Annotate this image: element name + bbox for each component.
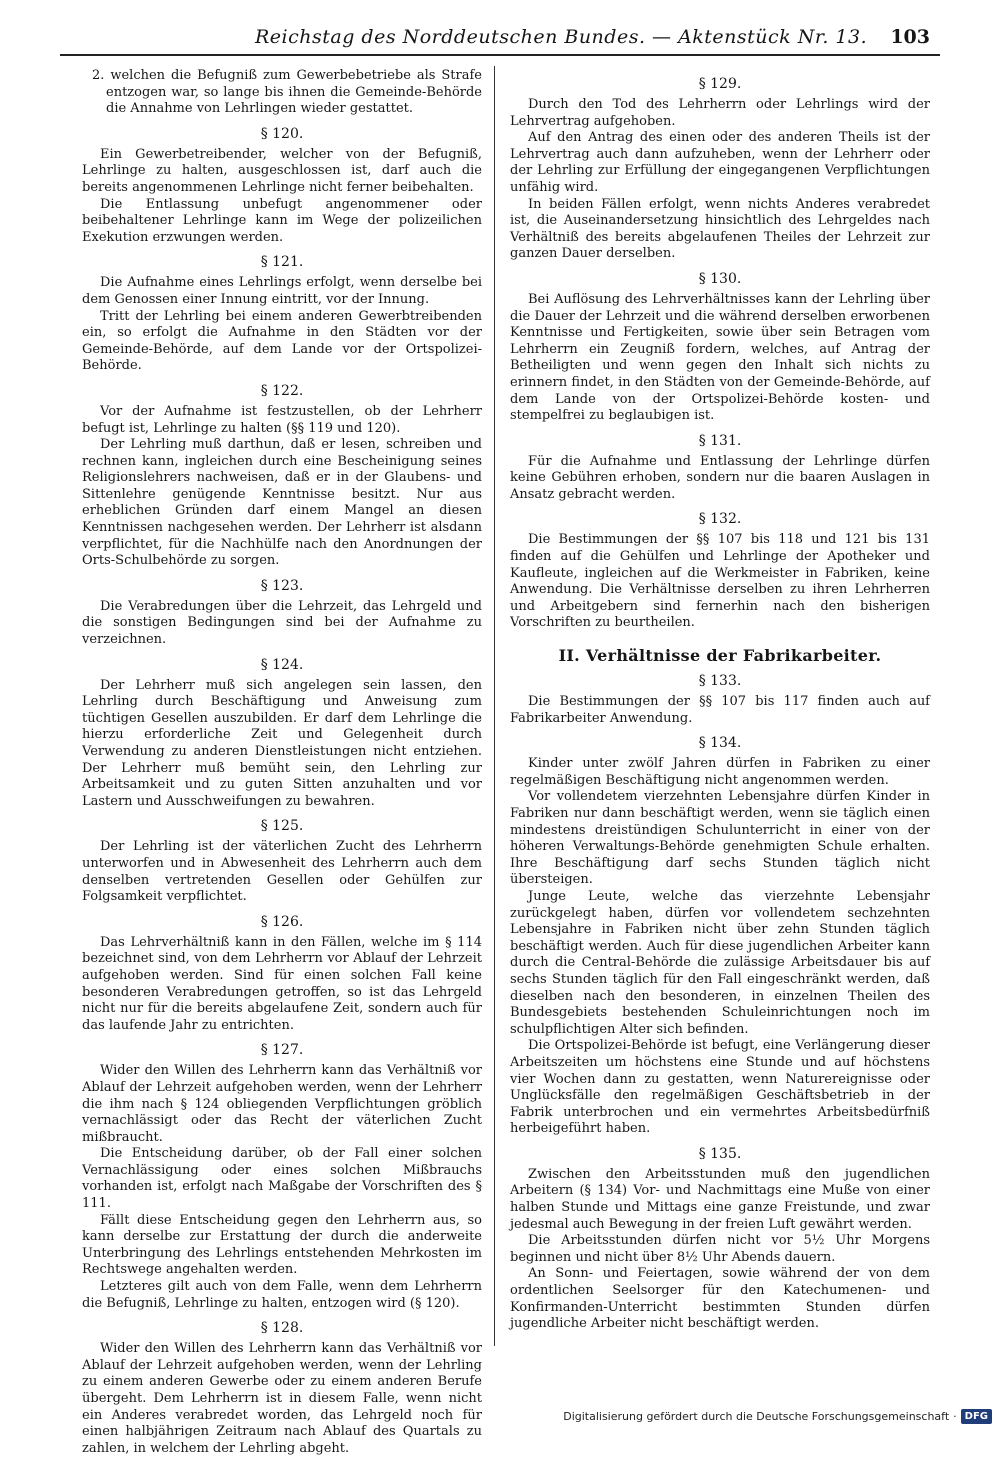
- paragraph: Die Bestimmungen der §§ 107 bis 118 und 121 bis 131 finden auf die Gehülfen und Lehrlinge der Apotheker und Kaufleute, ingleichen auf die Werkmeister in Fabriken, keine Anwendung. Die Verhältnisse derselben zu ihren Lehrherren und Arbeitgebern sind fernerhin nach den bisherigen Vorschriften zu beurtheilen.: [510, 532, 930, 631]
- section-heading: § 130.: [698, 270, 742, 287]
- paragraph: Vor der Aufnahme ist festzustellen, ob der Lehrherr befugt ist, Lehrlinge zu halten (§§ 119 und 120).: [82, 403, 482, 436]
- paragraph: Zwischen den Arbeitsstunden muß den jugendlichen Arbeitern (§ 134) Vor- und Nachmittags eine Muße von einer halben Stunde und Mittags eine ganze Freistunde, und zwar jedesmal auch Bewegung in der freien Luft gewährt werden.: [510, 1166, 930, 1232]
- left-column: [82, 68, 482, 1457]
- section-heading: § 132.: [698, 511, 742, 528]
- paragraph: Die Ortspolizei-Behörde ist befugt, eine Verlängerung dieser Arbeitszeiten um höchstens eine Stunde und auf höchstens vier Wochen dann zu gestatten, wenn Naturereignisse oder Unglücksfälle den regelmäßigen Geschäftsbetrieb in der Fabrik unterbrochen und ein vermehrtes Arbeitsbedürfniß herbeigeführt haben.: [510, 1038, 930, 1137]
- column-divider: [494, 66, 495, 1346]
- section-heading: § 134.: [698, 735, 742, 752]
- section-heading: § 135.: [698, 1145, 742, 1162]
- paragraph: In beiden Fällen erfolgt, wenn nichts Anderes verabredet ist, die Auseinandersetzung hinsichtlich des Lehrgeldes nach Verhältniß des bereits abgelaufenen Theiles der Lehrzeit zur ganzen Dauer derselben.: [510, 196, 930, 262]
- section-heading: § 120.: [260, 125, 304, 142]
- paragraph: Tritt der Lehrling bei einem anderen Gewerbtreibenden ein, so erfolgt die Aufnahme in den Städten vor der Gemeinde-Behörde, auf dem Lande vor der Ortspolizei-Behörde.: [82, 308, 482, 374]
- paragraph: Kinder unter zwölf Jahren dürfen in Fabriken zu einer regelmäßigen Beschäftigung nicht angenommen werden.: [510, 756, 930, 788]
- section-heading: § 133.: [698, 673, 742, 690]
- paragraph: Die Entscheidung darüber, ob der Fall einer solchen Vernachlässigung oder eines solchen Mißbrauchs vorhanden ist, erfolgt nach Maßgabe der Vorschriften des § 111.: [82, 1146, 482, 1212]
- enumerated-paragraph: 2. welchen die Befugniß zum Gewerbebetriebe als Strafe entzogen war, so lange bis ihnen die Gemeinde-Behörde die Annahme von Lehrlingen wieder gestattet.: [92, 68, 482, 117]
- footer: Digitalisierung gefördert durch die Deutsche Forschungsgemeinschaft · DFG: [563, 1409, 992, 1424]
- dfg-logo: DFG: [961, 1409, 992, 1424]
- paragraph: Fällt diese Entscheidung gegen den Lehrherrn aus, so kann derselbe zur Erstattung der durch die anderweite Unterbringung des Lehrlings entstehenden Mehrkosten im Rechtswege angehalten werden.: [82, 1212, 482, 1278]
- section-heading: § 128.: [260, 1320, 304, 1337]
- right-column: [510, 68, 930, 1333]
- section-heading: § 126.: [260, 913, 304, 930]
- paragraph: Der Lehrherr muß sich angelegen sein lassen, den Lehrling durch Beschäftigung und Anweisung zum tüchtigen Gesellen auszubilden. Er darf dem Lehrlinge die hierzu erforderliche Zeit und Gelegenheit durch Verwendung zu anderen Dienstleistungen nicht entziehen. Der Lehrherr muß bemüht sein, den Lehrling zur Arbeitsamkeit und zu guten Sitten anzuhalten und vor Lastern und Ausschweifungen zu bewahren.: [82, 677, 482, 809]
- paragraph: Die Verabredungen über die Lehrzeit, das Lehrgeld und die sonstigen Bedingungen sind bei der Aufnahme zu verzeichnen.: [82, 598, 482, 648]
- part-heading: II. Verhältnisse der Fabrikarbeiter.: [558, 646, 882, 666]
- running-title: Reichstag des Norddeutschen Bundes. — Aktenstück Nr. 13.: [255, 26, 868, 48]
- paragraph: Für die Aufnahme und Entlassung der Lehrlinge dürfen keine Gebühren erhoben, sondern nur die baaren Auslagen in Ansatz gebracht werden.: [510, 453, 930, 502]
- paragraph: Vor vollendetem vierzehnten Lebensjahre dürfen Kinder in Fabriken nur dann beschäftigt werden, wenn sie täglich einen mindestens dreistündigen Schulunterricht in einer von der höheren Verwaltungs-Behörde genehmigten Schule erhalten. Ihre Beschäftigung darf sechs Stunden täglich nicht übersteigen.: [510, 789, 930, 888]
- section-heading: § 124.: [260, 656, 304, 673]
- paragraph: Die Entlassung unbefugt angenommener oder beibehaltener Lehrlinge kann im Wege der polizeilichen Exekution erzwungen werden.: [82, 196, 482, 245]
- section-heading: § 131.: [698, 432, 742, 449]
- section-heading: § 122.: [260, 382, 304, 399]
- paragraph: Die Bestimmungen der §§ 107 bis 117 finden auch auf Fabrikarbeiter Anwendung.: [510, 694, 930, 726]
- paragraph: Bei Auflösung des Lehrverhältnisses kann der Lehrling über die Dauer der Lehrzeit und die während derselben erworbenen Kenntnisse und Fertigkeiten, sowie über sein Betragen vom Lehrherrn ein Zeugniß fordern, welches, auf Antrag der Betheiligten und wenn gegen den Inhalt sich nichts zu erinnern findet, in den Städten von der Gemeinde-Behörde, auf dem Lande von der Ortspolizei-Behörde kosten- und stempelfrei zu beglaubigen ist.: [510, 291, 930, 424]
- footer-credit: Digitalisierung gefördert durch die Deutsche Forschungsgemeinschaft: [563, 1410, 950, 1423]
- paragraph: Die Aufnahme eines Lehrlings erfolgt, wenn derselbe bei dem Genossen einer Innung eintritt, vor der Innung.: [82, 275, 482, 307]
- section-heading: § 123.: [260, 577, 304, 594]
- paragraph: Das Lehrverhältniß kann in den Fällen, welche im § 114 bezeichnet sind, von dem Lehrherrn vor Ablauf der Lehrzeit aufgehoben werden. Sind für einen solchen Fall keine besonderen Verabredungen getroffen, so ist das Lehrgeld nicht nur für die bereits abgelaufene Zeit, sondern auch für das laufende Jahr zu entrichten.: [82, 934, 482, 1033]
- section-heading: § 121.: [260, 254, 304, 271]
- section-heading: § 129.: [698, 76, 742, 92]
- section-heading: § 125.: [260, 818, 304, 835]
- header-rule: [60, 54, 940, 56]
- paragraph: Der Lehrling muß darthun, daß er lesen, schreiben und rechnen kann, ingleichen durch eine Bescheinigung seines Religionslehrers nachweisen, daß er in der Glaubens- und Sittenlehre genügende Kenntnisse besitzt. Nur aus erheblichen Gründen darf einem Mangel an diesen Kenntnissen nachgesehen werden. Der Lehrherr ist alsdann verpflichtet, für die Nachhülfe nach den Anordnungen der Orts-Schulbehörde zu sorgen.: [82, 437, 482, 569]
- page-header: [60, 26, 940, 52]
- paragraph: Wider den Willen des Lehrherrn kann das Verhältniß vor Ablauf der Lehrzeit aufgehoben werden, wenn der Lehrherr die ihm nach § 124 obliegenden Verpflichtungen gröblich vernachlässigt oder das Recht der väterlichen Zucht mißbraucht.: [82, 1063, 482, 1145]
- paragraph: Wider den Willen des Lehrherrn kann das Verhältniß vor Ablauf der Lehrzeit aufgehoben werden, wenn der Lehrling zu einem anderen Gewerbe oder zu einem anderen Berufe übergeht. Dem Lehrherrn ist in diesem Falle, wenn nicht ein Anderes verabredet worden, das Lehrgeld noch für einen halbjährigen Zeitraum nach Ablauf des Quartals zu zahlen, in welchem der Lehrling abgeht.: [82, 1341, 482, 1456]
- paragraph: Auf den Antrag des einen oder des anderen Theils ist der Lehrvertrag auch dann aufzuheben, wenn der Lehrherr oder der Lehrling zur Erfüllung der eingegangenen Verpflichtungen unfähig wird.: [510, 130, 930, 195]
- paragraph: An Sonn- und Feiertagen, sowie während der von dem ordentlichen Seelsorger für den Katechumenen- und Konfirmanden-Unterricht bestimmten Stunden dürfen jugendliche Arbeiter nicht beschäftigt werden.: [510, 1266, 930, 1332]
- paragraph: Der Lehrling ist der väterlichen Zucht des Lehrherrn unterworfen und in Abwesenheit des Lehrherrn auch dem denselben vertretenden Gesellen oder Gehülfen zur Folgsamkeit verpflichtet.: [82, 839, 482, 905]
- page-number: 103: [890, 26, 930, 48]
- paragraph: Ein Gewerbetreibender, welcher von der Befugniß, Lehrlinge zu halten, ausgeschlossen ist, darf auch die bereits angenommenen Lehrlinge nicht ferner beibehalten.: [82, 146, 482, 195]
- paragraph: Die Arbeitsstunden dürfen nicht vor 5½ Uhr Morgens beginnen und nicht über 8½ Uhr Abends dauern.: [510, 1233, 930, 1265]
- section-heading: § 127.: [260, 1042, 304, 1059]
- paragraph: Junge Leute, welche das vierzehnte Lebensjahr zurückgelegt haben, dürfen vor vollendetem sechzehnten Lebensjahre in Fabriken nicht über zehn Stunden täglich beschäftigt werden. Auch für diese jugendlichen Arbeiter kann durch die Central-Behörde die zulässige Arbeitsdauer bis auf sechs Stunden täglich für den Fall eingeschränkt werden, daß dieselben nach den besonderen, in einzelnen Theilen des Bundesgebiets bestehenden Schuleinrichtungen noch im schulpflichtigen Alter sich befinden.: [510, 888, 930, 1037]
- paragraph: Letzteres gilt auch von dem Falle, wenn dem Lehrherrn die Befugniß, Lehrlinge zu halten, entzogen wird (§ 120).: [82, 1279, 482, 1311]
- paragraph: Durch den Tod des Lehrherrn oder Lehrlings wird der Lehrvertrag aufgehoben.: [510, 97, 930, 129]
